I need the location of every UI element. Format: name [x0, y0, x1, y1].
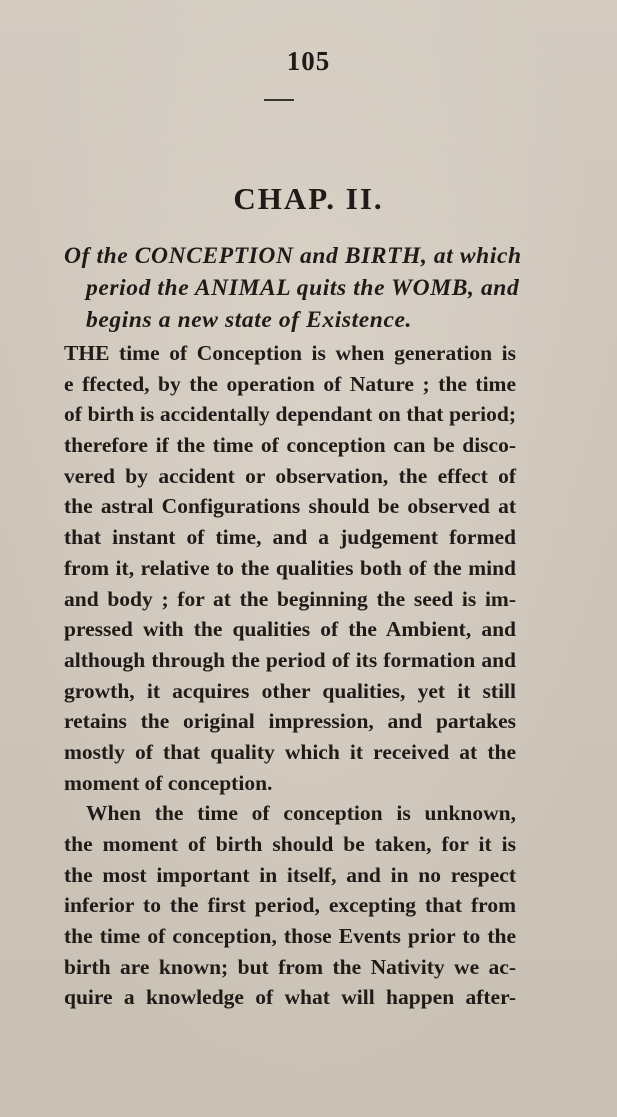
- text-line: the astral Configurations should be observed at: [64, 494, 516, 519]
- text-line: although through the period of its formation and: [64, 647, 516, 672]
- text-line: vered by accident or observation, the effect of: [64, 463, 516, 488]
- page-number: 105: [286, 46, 331, 76]
- subtitle-line: begins a new state of Existence.: [86, 307, 412, 333]
- text-line: retains the original impression, and partakes: [64, 709, 516, 734]
- text-line: that instant of time, and a judgement formed: [64, 525, 516, 550]
- text-line: e ffected, by the operation of Nature ; the time: [64, 371, 516, 396]
- text-line: moment of conception.: [64, 770, 273, 795]
- header-rule: [264, 99, 294, 101]
- text-line: inferior to the first period, excepting that from: [64, 893, 516, 918]
- text-line: mostly of that quality which it received at the: [64, 739, 516, 764]
- text-line: quire a knowledge of what will happen after-: [64, 985, 516, 1010]
- text-line: pressed with the qualities of the Ambient, and: [64, 617, 516, 642]
- paragraph-2: [64, 798, 516, 1013]
- subtitle-line: Of the CONCEPTION and BIRTH, at which: [64, 243, 522, 269]
- text-line: THE time of Conception is when generation is: [64, 341, 516, 365]
- paragraph-1: [64, 338, 516, 798]
- subtitle-line: period the ANIMAL quits the WOMB, and: [86, 275, 520, 301]
- text-line: the most important in itself, and in no respect: [64, 862, 516, 887]
- text-line: from it, relative to the qualities both of the mind: [64, 555, 516, 580]
- chapter-subtitle: [64, 240, 526, 336]
- text-line: of birth is accidentally dependant on that period;: [64, 402, 516, 427]
- text-line: therefore if the time of conception can be disco-: [64, 433, 516, 458]
- chapter-title: CHAP. II.: [233, 181, 384, 216]
- text-line: the time of conception, those Events prior to the: [64, 924, 516, 949]
- text-line: and body ; for at the beginning the seed is im-: [64, 586, 516, 611]
- text-line: birth are known; but from the Nativity we ac-: [64, 954, 516, 979]
- text-line: growth, it acquires other qualities, yet it still: [64, 678, 516, 703]
- body-text: [64, 338, 516, 1013]
- text-line: When the time of conception is unknown,: [86, 801, 516, 826]
- text-line: the moment of birth should be taken, for it is: [64, 832, 516, 856]
